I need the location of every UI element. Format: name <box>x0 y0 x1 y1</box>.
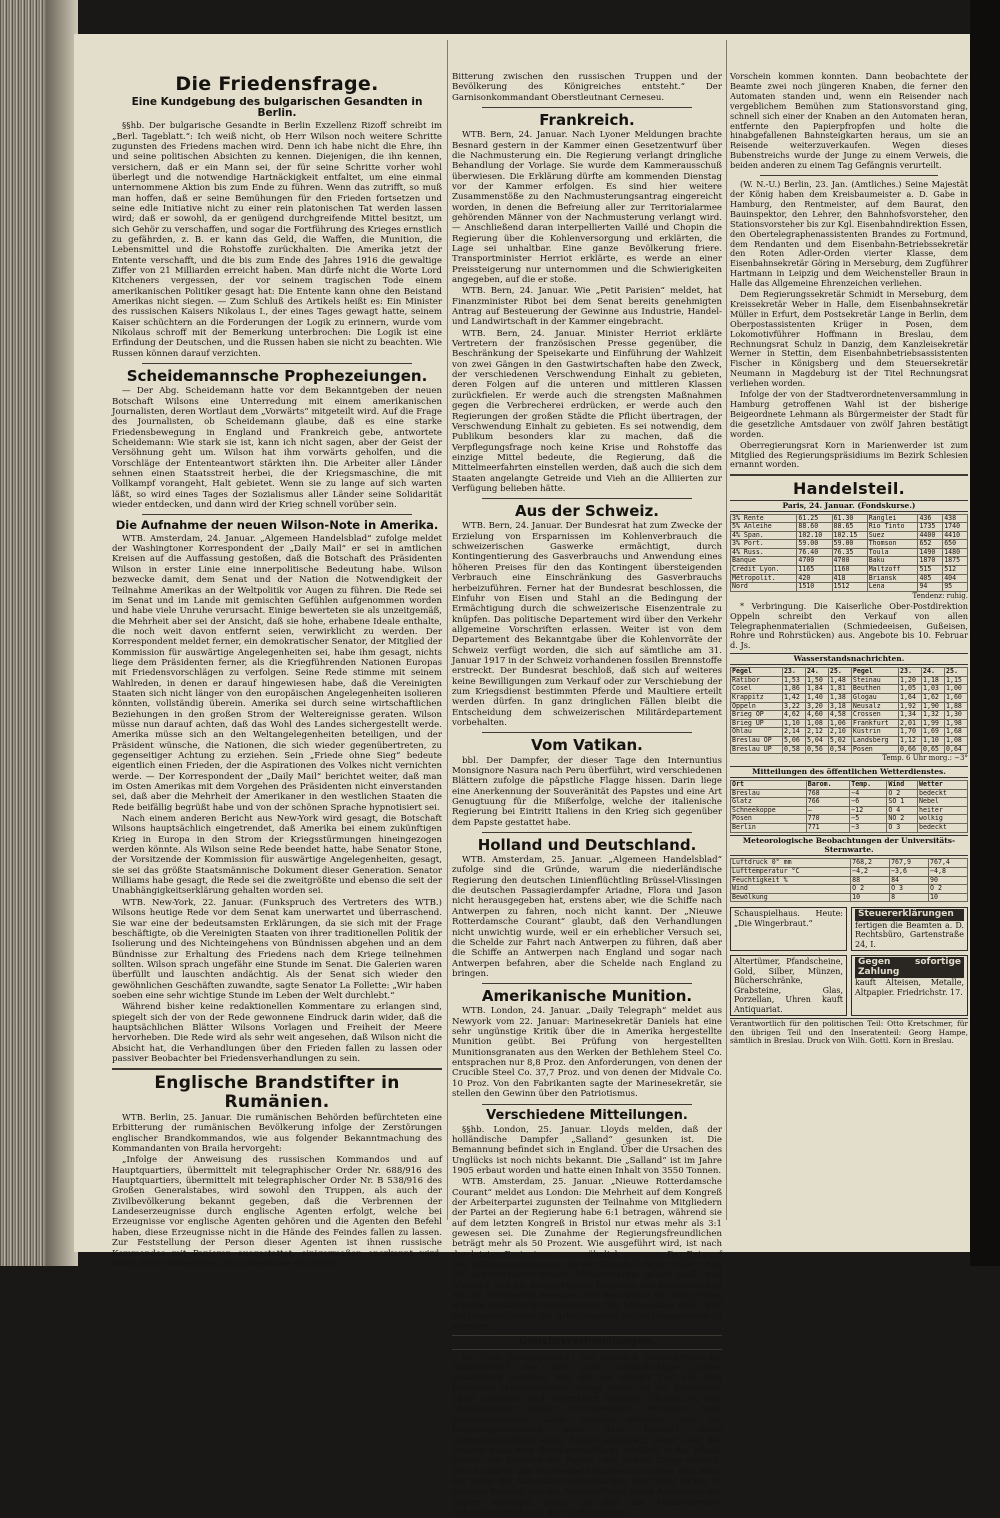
headline-handelsteil: Handelsteil. <box>792 479 906 499</box>
table-cell: 76.35 <box>832 548 867 557</box>
subheadline-bulgarian-envoy: Eine Kundgebung des bulgarischen Gesandten in Berlin. <box>131 95 423 119</box>
table-cell: 1,81 <box>828 685 851 694</box>
table-cell: 95 <box>943 583 968 592</box>
table-cell: 1,88 <box>945 702 968 711</box>
article-paragraph: (W. N.-U.) Berlin, 23. Jan. (Amtliches.) Seine Majestät der König haben dem Kreisbaumeister a. D. Gabe in Hamburg, den Rentmeister, auf dem Baurat, den Bauinspektor, den Lehrer, den Bahnhofsvorsteher, den Stationsvorsteher bis zur Kgl. Eisenbahndirektion Essen, den Obertelegraphenassistenten Brandes zu Fortmund, dem Rendanten und dem Eisenbahn-Betriebssekretär den Roten Adler-Orden vierter Klasse, dem Eisenbahnsekretär Göring in Merseburg, dem Zugführer Hartmann in Leipzig und dem Weichensteller Braun in Halle das Allgemeine Ehrenzeichen verliehen. <box>730 179 968 289</box>
table-header-cell: 23. <box>782 668 805 677</box>
table-cell: 768 <box>806 789 850 798</box>
table-cell: Krappitz <box>731 693 783 702</box>
table-header-row <box>731 780 968 789</box>
table-cell: 1,18 <box>922 676 945 685</box>
table-cell: 0,54 <box>828 745 851 754</box>
table-cell: 59.00 <box>832 540 867 549</box>
table-cell: Posen <box>731 815 807 824</box>
table-cell: O 3 <box>890 885 929 894</box>
ad-altertuemer: Altertümer, Pfandscheine, Gold, Silber, Münzen, Bücherschränke, Grabsteine, Glas, Porzellan, Uhren kauft Antiquariat. <box>730 955 847 1016</box>
table-cell: wolkig <box>918 815 968 824</box>
headline-friedensfrage: Die Friedensfrage. <box>175 73 379 95</box>
table-header-cell: Wind <box>887 780 918 789</box>
table-cell: 1,08 <box>805 719 828 728</box>
table-cell: Luftdruck 0° mm <box>731 859 851 868</box>
table-cell: 2,01 <box>899 719 922 728</box>
table-cell: Landsberg <box>851 736 898 745</box>
table-cell: 1512 <box>832 583 867 592</box>
ad-zahlung <box>851 955 968 1016</box>
table-row <box>731 566 968 575</box>
table-cell: 1,32 <box>922 711 945 720</box>
table-cell: 5,06 <box>782 736 805 745</box>
table-cell: 1,03 <box>922 685 945 694</box>
table-cell: 1480 <box>943 548 968 557</box>
table-cell: Schneekoppe <box>731 806 807 815</box>
table-cell: Glatz <box>731 798 807 807</box>
table-cell: 1740 <box>943 523 968 532</box>
table-cell: Lufttemperatur °C <box>731 867 851 876</box>
article-paragraph: WTB. Amsterdam, 25. Januar. „Nieuwe Rotterdamsche Courant“ meldet aus London: Die Mehrheit auf dem Kongreß der Arbeiterpartei zugunsten der Teilnahme von Mitgliedern der Partei an der Regierung habe 6:1 betragen, während sie auf dem letzten Kongreß in Bristol nur etwas mehr als 3:1 gewesen sei. Die Zunahme der Regierungsfreundlichen beträgt mehr als 50 Prozent. Wie ausgeführt wird, ist nach den letzten Ereignissen ungewöhnlich gewesen. Der Entwurf des Vollzugsausschusses, ob der Kongreß dafür erklärt, daß die Arbeiterpartei keinen Wirkungskreis geben muß, und wünscht, daß die Arbeiterklasse Englands den sozialistischen Sitz im Parlamente besetzen. Die Beschlüsse des Kongresses wurden einstimmig angenommen. Sie bezweckten auch, daß die Organisationen der Arbeiterpartei als die Organisation zu vereinen. <box>452 1177 722 1333</box>
article-paragraph: et. [Vom Jugendgericht.] Ein reichlich zuzuschreibender Bubenstreich den drei noch schulpflichtige Jungen gewöhnlich arbeiten, und die vor einiger Zeit auf dem Breslauer Hauptbahnhofe erregt hatte, ist im September 1916 entdeckt und aufgeklärt worden. Täglich in den Abendstunden etwas verschiedenen Personen beim Stationsvorsteher Klage darüber erhoben, daß die Bahnsteigautomaten nach dem Einwurf eines Zehnpfennigstücks keine Karten ausgaben. Wenn aber der Beamte dann dem Beschwerdeführer wirklich in die Hände gerate, der Automat nur Papier oder andere Dinge enthielt. Erst nachdem das Taschengeld eingesetzt worden war, hatte der Junge die Automaten aufgebrochen. Der Täter ist ein 15 jähriger Schüler, der die Ausfallöffnung eines Automaten mit Papier verstopft hatte, so daß die hinabfallenden Bahnsteigkarten sich dort verklemmten. <box>452 1352 722 1518</box>
article-paragraph: Oberregierungsrat Korn in Marienwerder ist zum Mitglied des Regierungspräsidiums im Bezirk Schlesien ernannt worden. <box>730 439 968 470</box>
table-cell: 768,2 <box>851 859 890 868</box>
table-cell: 1,99 <box>922 719 945 728</box>
article-paragraph: „Infolge der Anweisung des russischen Kommandos und auf Hauptquartiers, übermittelt mit telegraphischer Order Nr. 688/916 des Hauptquartiers, übermittelt mit telegraphischer Order Nr. B 538/916 des Großen Generalstabes, wird sowohl den Truppen, als auch der Zivilbevölkerung bekannt gegeben, daß die Verbrennen der Landeserzeugnisse durch englische Agenten erfolgt, welche bei Erzeugnisse vor englische Agenten gehören und die Agenten den Befehl haben, diese Erzeugnisse nicht in die Hände des Feindes fallen zu lassen. Zur Feststellung der Person dieser Agenten ist ihnen russische Kommandos mit Papieren ausgestattet, einigermaßen anerkannt wird, damit keine unbesetzten Zwischenräume entstehen.“ <box>112 1155 442 1269</box>
table-cell: 1,69 <box>922 728 945 737</box>
table-cell: 1,98 <box>945 719 968 728</box>
table-header-cell: 24. <box>805 668 828 677</box>
table-cell: 1,90 <box>922 702 945 711</box>
headline-mitteilungen: Verschiedene Mitteilungen. <box>486 1107 688 1123</box>
table-cell: 61.25 <box>797 514 832 523</box>
divider <box>482 498 692 499</box>
table-cell: 5,04 <box>805 736 828 745</box>
trade-table <box>730 514 968 592</box>
table-cell: 3,20 <box>805 702 828 711</box>
table-cell: 1,05 <box>899 685 922 694</box>
table-cell: 90 <box>929 876 968 885</box>
table-cell: Beuthen <box>851 685 898 694</box>
table-cell: O 4 <box>887 806 918 815</box>
table-cell: 3% Rente <box>731 514 797 523</box>
table-cell: — <box>806 806 850 815</box>
table-cell: NO 2 <box>887 815 918 824</box>
article-paragraph: WTB. Amsterdam, 24. Januar. „Algemeen Handelsblad“ zufolge meldet der Washingtoner Korrespondent der „Daily Mail“ er sei in amtlichen Kreisen auf die Auffassung gestoßen, daß die Botschaft des Präsidenten Wilson in erster Linie eine innerpolitische Bedeutung habe. Wilson bezwecke damit, dem Senat und der Nation die Notwendigkeit der Teilnahme Amerikas an der Weltpolitik vor Augen zu führen. Die Rede sei im Senat und im Lande mit gemischten Gefühlen aufgenommen worden und habe viele Unruhe verursacht. Einige bewerteten sie als unzeitgemäß, die Mehrheit aber sei der Ansicht, daß sie hohe, erhabene Ideale enthalte, die noch weit davon entfernt seien, verwirklicht zu werden. Der Korrespondent meldet ferner, ein demokratischer Senator, der Mitglied der Kommission für auswärtige Angelegenheiten sei, habe ihm gesagt, nichts liege dem Präsidenten ferner, als die Kriegführenden Nationen Europas mit Friedensvorschlägen zu verfolgen. Seine Rede stimme mit seinem Wahlreden, in denen er darauf hingewiesen habe, daß die Vereinigten Staaten sich nicht länger von den europäischen Angelegenheiten isolieren könnten, vollständig überein. Amerika sei durch seine wirtschaftlichen Beziehungen in den großen Strom der Weltereignisse geraten. Wilson müsse nun darauf achten, daß das Wohl des Landes sichergestellt werde. Amerika müsse sich an den Weltangelegenheiten beteiligen, und der Präsident wünsche, die Nationen, die sich wieder gegenübertreten, zu gegenseitiger Achtung zu erziehen. Sein „Friede ohne Sieg“ bedeute eigentlich einen Frieden, der die Aspirationen des Volkes nicht vernichten werde. — Der Korrespondent der „Daily Mail“ berichtet weiter, daß man im Osten Amerikas mit dem Vorgehen des Präsidenten nicht einverstanden sei, daß aber die Mehrheit der Amerikaner in den westlichen Staaten die Rede beifällig begrüßt habe und von der schönen Sprache hypnotisiert sei. <box>112 533 442 813</box>
column-1 <box>112 72 442 1269</box>
table-row <box>731 798 968 807</box>
table-cell: 1,68 <box>945 728 968 737</box>
table-cell: 1,50 <box>805 676 828 685</box>
table-cell: 0,56 <box>805 745 828 754</box>
table-cell: Banque <box>731 557 797 566</box>
table-cell: 4,60 <box>805 711 828 720</box>
table-cell: Crédit Lyon. <box>731 566 797 575</box>
table-row <box>731 893 968 902</box>
table-header-cell: Pegel <box>731 668 783 677</box>
table-cell: Breslau <box>731 789 807 798</box>
table-row <box>731 885 968 894</box>
table-cell: Lena <box>867 583 918 592</box>
divider <box>482 1104 692 1105</box>
table-row <box>731 693 968 702</box>
divider <box>730 474 968 476</box>
table-cell: Berlin <box>731 823 807 832</box>
table-cell: Bewölkung <box>731 893 851 902</box>
article-paragraph: Nach einem anderen Bericht aus New-York wird gesagt, die Botschaft Wilsons hauptsächlich eingetrendet, daß Amerika bei einem zukünftigen Krieg in Europa in den Strom der Kriegsstürmungen hineingezogen werden könnte. Als Wilson seine Rede beendet hatte, habe Senator Stone, der Vorsitzende der Kommission für auswärtige Angelegenheiten, gesagt, sie sei das größte Staatsmännische Dokument dieser Generation. Senator Williams habe gesagt, die Rede sei die zweitgrößte und ebenso die seit der Unabhängigkeitserklärung gehalten worden sei. <box>112 814 442 897</box>
table-header-cell: 25. <box>828 668 851 677</box>
table-cell: 650 <box>943 540 968 549</box>
article-paragraph: §§hb. London, 25. Januar. Lloyds melden, daß der holländische Dampfer „Salland“ gesunken ist. Die Bemannung befindet sich in England. Über die Ursachen des Unglücks ist noch nichts bekannt. Die „Salland“ ist im Jahre 1905 erbaut worden und hatte einen Inhalt von 3550 Tonnen. <box>452 1124 722 1176</box>
table-cell: 10 <box>929 893 968 902</box>
table-cell: 1,06 <box>828 719 851 728</box>
table-cell: Métropolit. <box>731 574 797 583</box>
table-cell: 3,22 <box>782 702 805 711</box>
column-3 <box>730 72 968 1232</box>
table-cell: Ratibor <box>731 676 783 685</box>
divider <box>760 175 938 176</box>
table-cell: 2,14 <box>782 728 805 737</box>
headline-munition: Amerikanische Munition. <box>481 987 693 1006</box>
table-header-cell: Pegel <box>851 668 898 677</box>
table-cell: 4700 <box>832 557 867 566</box>
article-paragraph: Während bisher keine redaktionellen Kommentare zu erlangen sind, spiegelt sich der von der Rede gewonnene Eindruck darin wider, daß die hauptsächlichen Blätter Wilsons Vorlagen und Freiheit der Meere hervorheben. Die Rede wird als sehr weit angesehen, daß Wilson nicht die Absicht hat, die Verhandlungen über den Frieden fallen zu lassen oder passiver Beobachter bei Friedensverhandlungen zu sein. <box>112 1002 442 1064</box>
table-cell: 1,38 <box>828 693 851 702</box>
column-rule <box>726 40 727 1220</box>
book-binding <box>0 0 46 1266</box>
divider <box>112 1068 442 1070</box>
article-paragraph: bbl. Der Dampfer, der dieser Tage den Internuntius Monsignore Nasura nach Peru überführt, wird verschiedenen Blättern zufolge die päpstliche Flagge hissen. Darin liege eine Anerkennung der Souveränität des Papstes und eine Art Genugtuung für die Mißerfolge, welche der italienische Regierung bei Eintritt Italiens in den Krieg sich gegenüber dem Papste gestattet habe. <box>452 755 722 828</box>
ad-row <box>730 953 968 1018</box>
table-cell: Nord <box>731 583 797 592</box>
table-cell: Thomson <box>867 540 918 549</box>
table-cell: SO 1 <box>887 798 918 807</box>
table-cell: Rio Tinto <box>867 523 918 532</box>
table-cell: 102.10 <box>797 531 832 540</box>
weather-table <box>730 780 968 833</box>
table-cell: 766 <box>806 798 850 807</box>
table-header-cell: Ort <box>731 780 807 789</box>
table-cell: 1,08 <box>945 736 968 745</box>
table-cell: Neusalz <box>851 702 898 711</box>
table-cell: 5% Anleihe <box>731 523 797 532</box>
table-row <box>731 711 968 720</box>
article-paragraph: WTB. Bern, 24. Januar. Der Bundesrat hat zum Zwecke der Erzielung von Ersparnissen im Kohlenverbrauch die schweizerischen Gaswerke ermächtigt, durch Kontingentierung des Gasverbrauchs und Anwendung eines höheren Preises für den das Kontingent übersteigenden Verbrauch eine Einschränkung des Gasverbrauchs herbeizuführen. Ferner hat der Bundesrat beschlossen, die Einfuhr von Eisen und Stahl an die Bedingung der Ermächtigung durch die schweizerische Eisenzentrale zu knüpfen. Das politische Departement wird über den Verkehr allgemeine Vorschriften erlassen. Weiter ist von dem Departement des Bekanntgabe über die Kohlenvorräte der Schweiz verfügt worden, die sich auf sämtliche am 31. Januar 1917 in der Schweiz vorhandenen fossilen Brennstoffe erstreckt. Der Bundesrat beschloß, daß sich auf weiteres keine Bewilligungen zum Verkauf oder zur Verschiebung der zum Kriegsdienst bestimmten Pferde und Maultiere erteilt werden dürfen. In ganz dringlichen Fällen bleibt die Entscheidung dem schweizerischen Militärdepartement vorbehalten. <box>452 521 722 728</box>
table-cell: 1,10 <box>782 719 805 728</box>
ad-zahlung-text: kauft Alteisen, Metalle, Altpapier. Friedrichstr. 17. <box>855 978 964 997</box>
divider <box>482 732 692 733</box>
water-heading: Wasserstandsnachrichten. <box>730 653 968 665</box>
table-cell: 3% Port. <box>731 540 797 549</box>
article-paragraph: WTB. Bern, 24. Januar. Nach Lyoner Meldungen brachte Besnard gestern in der Kammer einen Gesetzentwurf über die Nachmusterung ein. Die Regierung verlangt dringliche Behandlung der Vorlage. Sie wurde dem Kammerausschuß überwiesen. Die Erklärung dürfte am kommenden Dienstag vor der Kammer erfolgen. Es sind hier weitere Zusammenstöße zu den Nachmusterungsantrag eingereicht worden, in denen die Befreiung aller zur Territorialarmee gehörenden Männer von der Nachmusterung verlangt wird. — Anschließend daran interpellierten Vaillé und Chopin die Regierung über die Kohlenversorgung und erklärten, die Lage sei unhaltbar. Eine ganze Bevölkerung friere. Transportminister Herriot erklärte, es werde an einer Preissteigerung nur unternommen und die Schwierigkeiten angegeben, auf die er stoße. <box>452 130 722 286</box>
table-header-cell: 23. <box>899 668 922 677</box>
table-cell: Cosel <box>731 685 783 694</box>
table-cell: 1,10 <box>922 736 945 745</box>
table-cell: bedeckt <box>918 789 968 798</box>
table-cell: Nebel <box>918 798 968 807</box>
article-paragraph: §§hb. Der bulgarische Gesandte in Berlin Exzellenz Rizoff schreibt im „Berl. Tageblatt.“: Ich weiß nicht, ob Herr Wilson noch weitere Schritte zugunsten des Friedens machen wird. Denn ich habe nicht die Ehre, ihn und seine politischen Absichten zu kennen. Diejenigen, die ihn kennen, versichern, daß er ein Mann sei, der für seine Schritte vorher wohl überlegt und die notwendige Hartnäckigkeit entfaltet, um eine einmal unternommene Aktion bis zum Ende zu führen. Wenn das zutrifft, so muß man hoffen, daß er seine Bemühungen für den Frieden fortsetzen und seine edle Initiative nicht zu einer rein platonischen Tat werden lassen wird; daß er sowohl, da er genügend durchgreifende Mittel besitzt, um sich Gehör zu verschaffen, und sogar die Fortführung des Krieges ernstlich zu gefährden, z. B. er kann das Geld, die Waffen, die Munition, die Lebensmittel und die Rohstoffe zurückhalten. Die Amerika jetzt der Entente verschafft, und die bis zum Ende des Jahres 1916 die gewaltige Ziffer von 21 Milliarden erreicht haben. Man dürfe nicht die Worte Lord Kitcheners vergessen, der vor seinem tragischen Tode einem amerikanischen Politiker gesagt hat: Die Entente kann ohne den Beistand Amerikas nicht siegen. — Zum Schluß des Artikels heißt es: Ein Minister des russischen Kaisers Nikolaus I., der eines Tages gewagt hatte, seinem Kaiser schüchtern an die Forderungen der Logik zu erinnern, wurde vom Nikolaus schroff mit der Bemerkung unterbrochen: Die Logik ist eine Erfindung der Deutschen, und die Russen haben sie nicht zu beachten. Wie Russen können darauf verzichten. <box>112 121 442 359</box>
table-cell: 102.15 <box>832 531 867 540</box>
article-paragraph: WTB. Amsterdam, 25. Januar. „Algemeen Handelsblad“ zufolge sind die Gründe, warum die niederländische Regierung den deutschen Linienflüchtling Brüssel-Vlissingen die deutschen Passagierdampfer Ariadne, Flora und Jason nicht herausgegeben hat, erstens aber, wie die Schiffe nach Antwerpen zu fahren, noch nicht kannt. Der „Nieuwe Rotterdamsche Courant“ glaubt, daß den Verhandlungen nicht unwichtig wurde, weil er ein erheblicher Versuch sei, die Schelde zur Fahrt nach Antwerpen zu führen, daß aber die Schiffe an Antwerpen nach England und sogar nach Antwerpen befahren, aber die Schelde nach England zu bringen. <box>452 855 722 979</box>
article-paragraph: WTB. Bern, 24. Januar. Wie „Petit Parisien“ meldet, hat Finanzminister Ribot bei dem Senat bereits genehmigten Antrag auf Besteuerung der Gewinne aus Industrie, Handel- und Landwirtschaft in der Kammer eingebracht. <box>452 286 722 328</box>
ad-steuer-title: Steuererklärungen <box>855 909 964 921</box>
table-cell: Maltzoff <box>867 566 918 575</box>
table-cell: 94 <box>918 583 943 592</box>
table-header-cell: Barom. <box>806 780 850 789</box>
table-cell: Breslau OP <box>731 736 783 745</box>
table-cell: 5,02 <box>828 736 851 745</box>
table-cell: 8 <box>890 893 929 902</box>
table-cell: 4% Russ. <box>731 548 797 557</box>
table-cell: 1510 <box>797 583 832 592</box>
table-cell: 512 <box>943 566 968 575</box>
table-cell: 59.00 <box>797 540 832 549</box>
article-paragraph: Infolge der von der Stadtverordnetenversammlung in Hamburg getroffenen Wahl ist der bisherige Beigeordnete Lehmann als Bürgermeister der Stadt für die gesetzliche Amtsdauer von zwölf Jahren bestätigt worden. <box>730 389 968 439</box>
table-header-cell: 24. <box>922 668 945 677</box>
column-2 <box>452 72 722 1518</box>
table-cell: 4700 <box>797 557 832 566</box>
table-cell: 1,62 <box>922 693 945 702</box>
table-cell: 404 <box>943 574 968 583</box>
table-cell: 1,48 <box>828 676 851 685</box>
divider <box>482 832 692 833</box>
table-cell: 1,42 <box>782 693 805 702</box>
table-cell: 1,92 <box>899 702 922 711</box>
table-cell: 84 <box>890 876 929 885</box>
table-cell: 88.65 <box>832 523 867 532</box>
table-cell: −12 <box>850 806 887 815</box>
table-cell: Toula <box>867 548 918 557</box>
table-cell: Feuchtigkeit % <box>731 876 851 885</box>
table-cell: 0,65 <box>922 745 945 754</box>
table-cell: 4,58 <box>828 711 851 720</box>
table-cell: 1,20 <box>899 676 922 685</box>
meteo-heading: Meteorologische Beobachtungen der Universitäts-Sternwarte. <box>730 835 968 857</box>
table-header-cell: 25. <box>945 668 968 677</box>
table-cell: 1165 <box>797 566 832 575</box>
table-cell: 438 <box>943 514 968 523</box>
table-cell: 770 <box>806 815 850 824</box>
table-cell: 1,84 <box>805 685 828 694</box>
table-cell: Frankfurt <box>851 719 898 728</box>
table-cell: 0,66 <box>899 745 922 754</box>
table-cell: Küstrin <box>851 728 898 737</box>
table-cell: Glogau <box>851 693 898 702</box>
article-paragraph: * Verbringung. Die Kaiserliche Ober-Postdirektion Oppeln schreibt den Verkauf von allen Telegraphenmaterialien (Schmiedeeisen, Gußeisen, Rohre und Rohrstücken) aus. Angebote bis 10. Februar d. Js. <box>730 600 968 651</box>
ad-row <box>730 905 968 953</box>
ad-zahlung-title: Gegen sofortige Zahlung <box>855 957 964 978</box>
table-cell: 4,62 <box>782 711 805 720</box>
table-cell: Ranglei <box>867 514 918 523</box>
table-cell: −4 <box>850 789 887 798</box>
table-cell: Steinau <box>851 676 898 685</box>
table-cell: 767,4 <box>929 859 968 868</box>
ad-steuer-text: fertigen die Beamten a. D. Rechtsbüro, Gartenstraße 24, I. <box>855 920 964 949</box>
table-cell: Crossen <box>851 711 898 720</box>
headline-wilson-note: Die Aufnahme der neuen Wilson-Note in Amerika. <box>115 518 439 533</box>
headline-scheidemann: Scheidemannsche Prophezeiungen. <box>126 367 428 386</box>
article-paragraph: WTB. Bern, 24. Januar. Minister Herriot erklärte Vertretern der französischen Presse gegenüber, die Beschränkung der Speisekarte und Einführung der Wahlzeit von zwei Gängen in den Gastwirtschaften habe den Zweck, der verschiedenen Verschwendung Einhalt zu gebieten, deren Folgen auf die unteren und mittleren Klassen zurückfielen. Er werde auch die strengsten Maßnahmen gegen die Verbrecherei erdrücken, er werde auch den Regierungen der großen Städte die Pflicht übertragen, der Verschwendung Einhalt zu gebieten. Es sei notwendig, dem Publikum besonders klar zu machen, daß die Verpflegungsfrage noch keine Krise und Rohstoffe das einzige Mittel bedeute, die Regierung, daß die Mittelmeerfahrten einstellen werden, daß auch die sich dem Staaten angelangte Getreide und Vieh an die Alliierten zur Verfügung belieben hätte. <box>452 328 722 494</box>
article-paragraph: Bitterung zwischen den russischen Truppen und der Bevölkerung des Königreiches entsteht.“ Der Garnisonkommandant Oberstleutnant Cerneseu. <box>452 72 722 103</box>
table-cell: Brieg OP <box>731 711 783 720</box>
imprint: Verantwortlich für den politischen Teil: Otto Kretschmer, für den übrigen Teil und den Inseratenteil: Georg Hampe, sämtlich in Breslau. Druck von Wilh. Gottl. Korn in Breslau. <box>730 1019 968 1046</box>
table-cell: 1,70 <box>899 728 922 737</box>
table-cell: 4% Span. <box>731 531 797 540</box>
water-level-table <box>730 667 968 754</box>
trade-note: Tendenz: ruhig. <box>912 591 968 600</box>
table-cell: O 2 <box>929 885 968 894</box>
table-cell: 2,12 <box>805 728 828 737</box>
table-cell: 88 <box>851 876 890 885</box>
table-cell: Baku <box>867 557 918 566</box>
table-cell: 1,40 <box>805 693 828 702</box>
table-cell: Suez <box>867 531 918 540</box>
table-cell: 88.60 <box>797 523 832 532</box>
table-cell: Wind <box>731 885 851 894</box>
table-cell: 4400 <box>918 531 943 540</box>
table-cell: 0,58 <box>782 745 805 754</box>
table-cell: 767,9 <box>890 859 929 868</box>
article-paragraph: Dem Regierungssekretär Schmidt in Merseburg, dem Kreissekretär Weber in Halle, dem Eisenbahnsekretär Müller in Erfurt, dem Postsekretär Lange in Berlin, dem Oberpostassistenten Krüger in Posen, dem Lokomotivführer Hoffmann in Breslau, dem Rechnungsrat Schulz in Danzig, dem Kanzleisekretär Werner in Stettin, dem Eisenbahnbetriebsassistenten Fischer in Königsberg und dem Steuersekretär Neumann in Magdeburg ist der Titel Rechnungsrat verliehen worden. <box>730 289 968 389</box>
table-cell: 0,64 <box>945 745 968 754</box>
table-cell: Oppeln <box>731 702 783 711</box>
headline-holland: Holland und Deutschland. <box>477 835 697 854</box>
table-cell: −4,2 <box>851 867 890 876</box>
table-cell: −3,6 <box>890 867 929 876</box>
table-cell: 1490 <box>918 548 943 557</box>
divider <box>142 514 412 515</box>
article-paragraph: Vorschein kommen konnten. Dann beobachtete der Beamte zwei noch jüngeren Knaben, die ferner den Automaten standen und, wenn ein Reisender nach vergeblichem Bemühen zum Stationsvorstand ging, schnell sich einer der Knaben an den Automaten heran, entfernte den Papierpfropfen und holte die hinabgefallenen Bahnsteigkarten heraus, um sie an Reisende weiterzuverkaufen. Wegen dieses Bubenstreichs wurde der Junge zu einem Verweis, die beiden anderen zu einem Tag Gefängnis verurteilt. <box>730 71 968 171</box>
table-cell: 652 <box>918 540 943 549</box>
table-cell: Briansk <box>867 574 918 583</box>
table-row <box>731 523 968 532</box>
table-cell: 4410 <box>943 531 968 540</box>
table-cell: 420 <box>797 574 832 583</box>
article-paragraph: WTB. New-York, 22. Januar. (Funkspruch des Vertreters des WTB.) Wilsons heutige Rede vor dem Senat kam unerwartet und überraschend. Sie war eine der bedeutsamsten Erklärungen, da sie sich mit der Frage beschäftigte, ob die Vereinigten Staaten von ihrer traditionellen Politik der Isolierung und des Nichteingehens von Bündnissen abgehen und an dem Bündnisse zur Erhaltung des Friedens nach dem Kriege teilnehmen sollten. Wilson sprach ungefähr eine Stunde im Senat. Die Galerien waren überfüllt und lauschten andächtig. Als der Senat sich wieder den gewöhnlichen Geschäften zuwandte, sagte Senator La Follette: „Wir haben soeben eine sehr wichtige Stunde im Leben der Welt durchlebt.“ <box>112 897 442 1001</box>
table-cell: O 2 <box>887 789 918 798</box>
table-cell: Breslau UP <box>731 745 783 754</box>
table-cell: Ohlau <box>731 728 783 737</box>
ad-theater: Schauspielhaus. Heute: „Die Wingerbraut.“ <box>730 907 847 951</box>
column-rule <box>447 40 448 1220</box>
article-paragraph: WTB. London, 24. Januar. „Daily Telegraph“ meldet aus Newyork vom 22. Januar: Marinesekretär Daniels hat eine sehr ungünstige Kritik über die in Amerika hergestellte Munition geübt. Bei Prüfung von hergestellten Munitionsgranaten aus den Werken der Bethlehem Steel Co. entsprachen nur 8,8 Proz. den Anforderungen, von denen der Crucible Steel Co. 37,7 Proz. und von denen der Midvale Co. 10 Proz. Von den Fabrikanten sagte der Marinesekretär, sie stellen den Gewinn über den Patriotismus. <box>452 1006 722 1100</box>
table-row <box>731 745 968 754</box>
article-paragraph: — Der Abg. Scheidemann hatte vor dem Bekanntgeben der neuen Botschaft Wilsons eine Unterredung mit einem amerikanischen Journalisten, deren Wortlaut dem „Vorwärts“ mitgeteilt wird. Auf die Frage des Journalisten, ob Scheidemann glaube, daß es eine starke Friedensbewegung in England und Frankreich gebe, antwortete Scheidemann: Wie stark sie ist, kann ich nicht sagen, aber der Geist der Versöhnung geht um. Wilson hat ihm vorwärts geholfen, und die Vorschläge der Ententeantwort stärkten ihn. Die Arbeiter aller Länder sehnen einen Staatsstreit herbei, die der Kriegsmaschine, die mit Vollkampf vorangeht, Halt gebietet. Wenn sie zu lange auf sich warten läßt, so wird eines Tages der Sozialismus aller Länder seine Solidarität wieder entdecken, und dann wird der Krieg schnell vorüber sein. <box>112 386 442 511</box>
table-cell: 1,00 <box>945 685 968 694</box>
table-cell: 1,53 <box>782 676 805 685</box>
table-header-cell: Temp. <box>850 780 887 789</box>
table-cell: 405 <box>918 574 943 583</box>
headline-vatikan: Vom Vatikan. <box>531 736 643 755</box>
table-cell: Posen <box>851 745 898 754</box>
scan-edge <box>970 0 1000 1266</box>
weather-heading: Mitteilungen des öffentlichen Wetterdienstes. <box>730 766 968 778</box>
table-cell: 1,86 <box>782 685 805 694</box>
table-row <box>731 736 968 745</box>
table-cell: 515 <box>918 566 943 575</box>
table-cell: heiter <box>918 806 968 815</box>
table-row <box>731 574 968 583</box>
table-cell: 76.40 <box>797 548 832 557</box>
table-cell: 1,64 <box>899 693 922 702</box>
table-cell: −4,8 <box>929 867 968 876</box>
table-cell: 1,60 <box>945 693 968 702</box>
table-cell: 1,30 <box>945 711 968 720</box>
table-row <box>731 583 968 592</box>
table-cell: bedeckt <box>918 823 968 832</box>
table-header-cell: Wetter <box>918 780 968 789</box>
table-cell: 1870 <box>918 557 943 566</box>
divider <box>482 107 692 108</box>
table-cell: 1,12 <box>899 736 922 745</box>
ad-steuer <box>851 907 968 951</box>
table-cell: −5 <box>850 815 887 824</box>
table-cell: 436 <box>918 514 943 523</box>
table-header-row <box>731 668 968 677</box>
headline-frankreich: Frankreich. <box>539 111 635 130</box>
table-cell: 771 <box>806 823 850 832</box>
table-row <box>731 867 968 876</box>
table-cell: 2,10 <box>828 728 851 737</box>
table-cell: −3 <box>850 823 887 832</box>
table-cell: 418 <box>832 574 867 583</box>
table-cell: 10 <box>851 893 890 902</box>
meteo-table <box>730 858 968 902</box>
table-cell: 1,34 <box>899 711 922 720</box>
headline-gericht: Gerichtsverhandlungen. <box>452 1335 722 1349</box>
table-cell: O 3 <box>887 823 918 832</box>
water-note: Temp. 6 Uhr morg.: −3° <box>882 754 968 763</box>
table-cell: 3,18 <box>828 702 851 711</box>
headline-schweiz: Aus der Schweiz. <box>515 502 659 521</box>
trade-subheading: Paris, 24. Januar. (Fondskurse.) <box>730 500 968 512</box>
headline-brandstifter: Englische Brandstifter in Rumänien. <box>154 1073 400 1112</box>
table-cell: 1160 <box>832 566 867 575</box>
table-cell: 1875 <box>943 557 968 566</box>
divider <box>142 363 412 364</box>
table-cell: Brieg UP <box>731 719 783 728</box>
table-cell: 1735 <box>918 523 943 532</box>
article-paragraph: WTB. Berlin, 25. Januar. Die rumänischen Behörden befürchteten eine Erbitterung der rumänischen Bevölkerung infolge der Zerstörungen englischer Brandkommandos, wie aus folgender Bekanntmachung des Kommandanten von Braila hervorgeht: <box>112 1113 442 1155</box>
table-cell: −6 <box>850 798 887 807</box>
table-cell: 1,15 <box>945 676 968 685</box>
table-cell: O 2 <box>851 885 890 894</box>
divider <box>482 983 692 984</box>
table-row <box>731 823 968 832</box>
table-cell: 61.30 <box>832 514 867 523</box>
